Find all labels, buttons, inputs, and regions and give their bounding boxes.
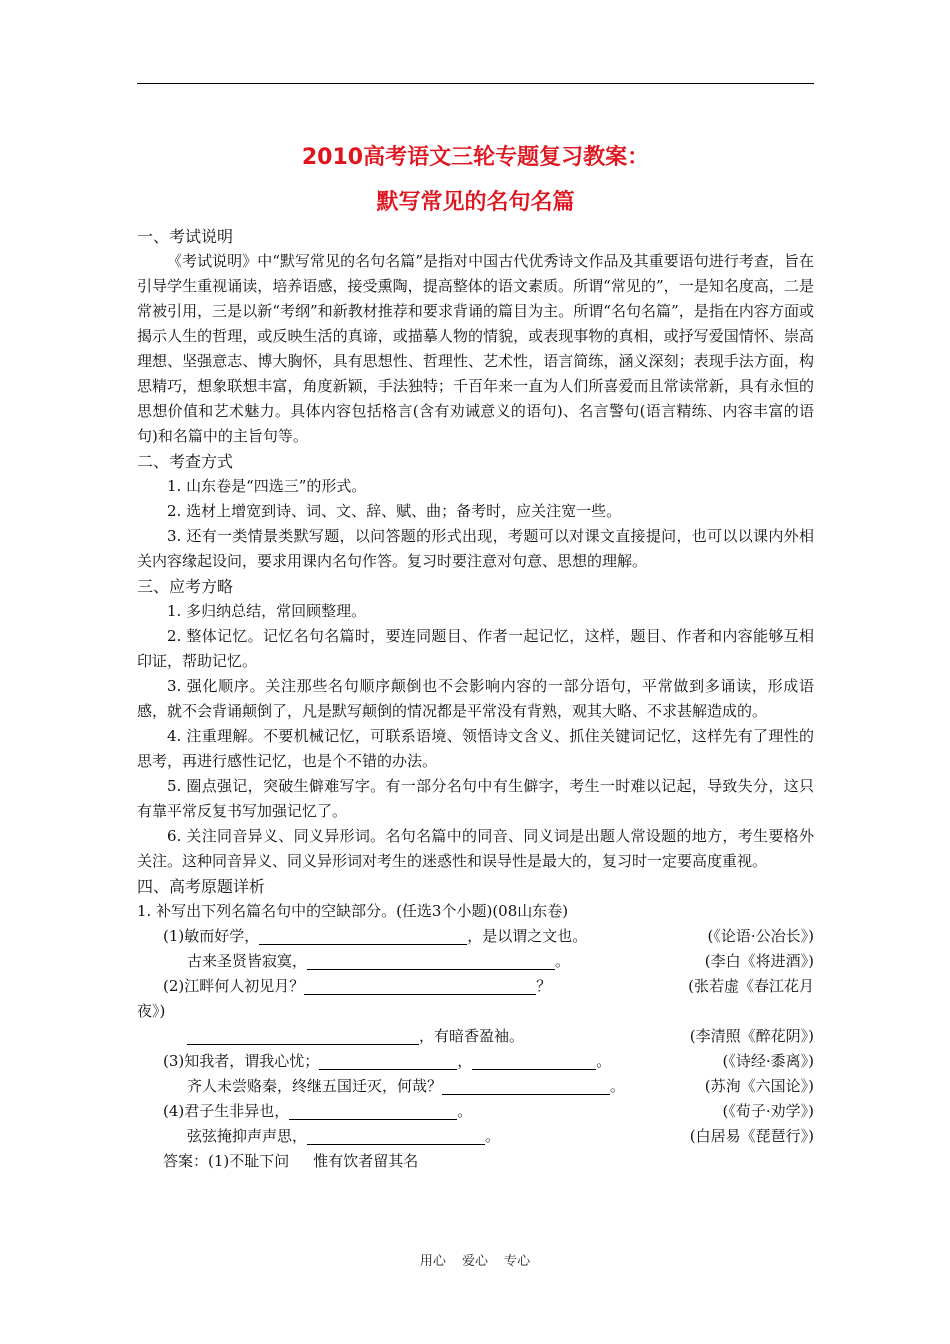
footer-word-2: 爱心 [461, 1254, 488, 1269]
doc-body [137, 224, 814, 1174]
answer-blank[interactable] [187, 1028, 419, 1045]
doc-subtitle: 默写常见的名句名篇 [376, 190, 575, 215]
answer-1: (1)不耻下问 [208, 1152, 290, 1170]
section-2-item-3: 3. 还有一类情景类默写题，以问答题的形式出现，考题可以对课文直接提问，也可以以课内外相关内容缘起设问，要求用课内名句作答。复习时要注意对句意、思想的理解。 [137, 527, 814, 570]
section-3-item-6: 6. 关注同音异义、同义异形词。名句名篇中的同音、同义词是出题人常设题的地方，考生要格外关注。这种同音异义、同义异形词对考生的迷惑性和误导性是最大的，复习时一定要高度重视。 [137, 827, 814, 870]
question-line-3a: (3)知我者，谓我心忧； ， 。 (《诗经·黍离》) [137, 1049, 814, 1074]
answer-blank[interactable] [319, 1053, 457, 1070]
question-line-2a: (2)江畔何人初见月？ ？ (张若虚《春江花月 [137, 974, 814, 999]
question-line-1b: 古来圣贤皆寂寞， 。 (李白《将进酒》) [137, 949, 814, 974]
source-citation: (《荀子·劝学》) [722, 1102, 814, 1120]
answer-blank[interactable] [472, 1053, 596, 1070]
answer-blank[interactable] [259, 928, 467, 945]
source-citation: (苏洵《六国论》) [704, 1077, 814, 1095]
section-2-item-1: 1. 山东卷是“四选三”的形式。 [167, 477, 367, 495]
footer-word-3: 专心 [504, 1254, 531, 1269]
doc-title: 2010高考语文三轮专题复习教案： [301, 145, 650, 170]
section-heading-2: 二、考查方式 [137, 452, 234, 471]
source-citation: (《诗经·黍离》) [722, 1052, 814, 1070]
source-citation: (李白《将进酒》) [704, 952, 814, 970]
page-footer [0, 1250, 950, 1269]
header-rule [137, 83, 814, 84]
section-3-item-2: 2. 整体记忆。记忆名句名篇时，要连同题目、作者一起记忆，这样，题目、作者和内容能够互相印证，帮助记忆。 [137, 627, 814, 670]
section-heading-1: 一、考试说明 [137, 227, 234, 246]
answer-blank[interactable] [307, 1128, 485, 1145]
question-line-2a-cont: 夜》) [137, 1002, 166, 1020]
question-1: 1. 补写出下列名篇名句中的空缺部分。(任选3个小题)(08山东卷) [137, 902, 569, 920]
section-3-item-4: 4. 注重理解。不要机械记忆，可联系语境、领悟诗文含义、抓住关键词记忆，这样先有了理性的思考，再进行感性记忆，也是个不错的办法。 [137, 727, 814, 770]
answer-label: 答案： [163, 1152, 209, 1170]
answer-2: 惟有饮者留其名 [313, 1152, 419, 1170]
source-citation: (李清照《醉花阴》) [689, 1027, 814, 1045]
source-citation: (白居易《琵琶行》) [689, 1127, 814, 1145]
source-citation: (《论语·公冶长》) [707, 927, 814, 945]
question-line-3b: 齐人未尝赂秦，终继五国迁灭，何哉？ 。 (苏洵《六国论》) [137, 1074, 814, 1099]
answer-line [137, 1149, 814, 1174]
answer-blank[interactable] [289, 1103, 457, 1120]
answer-blank[interactable] [442, 1078, 610, 1095]
section-1-paragraph: 《考试说明》中“默写常见的名句名篇”是指对中国古代优秀诗文作品及其重要语句进行考查，旨在引导学生重视诵读，培养语感，接受熏陶，提高整体的语文素质。所谓“常见的”，一是知名度高，二是常被引用，三是以新“考纲”和新教材推荐和要求背诵的篇目为主。所谓“名句名篇”，是指在内容方面或揭示人生的哲理，或反映生活的真谛，或描摹人物的情貌，或表现事物的真相，或抒写爱国情怀、崇高理想、坚强意志、博大胸怀，具有思想性、哲理性、艺术性，语言简练，涵义深刻；表现手法方面，构思精巧，想象联想丰富，角度新颖，手法独特；千百年来一直为人们所喜爱而且常读常新，具有永恒的思想价值和艺术魅力。具体内容包括格言(含有劝诫意义的语句)、名言警句(语言精练、内容丰富的语句)和名篇中的主旨句等。 [137, 252, 814, 445]
answer-blank[interactable] [304, 978, 536, 995]
section-3-item-5: 5. 圈点强记，突破生僻难写字。有一部分名句中有生僻字，考生一时难以记起，导致失分，这只有靠平常反复书写加强记忆了。 [137, 777, 814, 820]
section-2-item-2: 2. 选材上增宽到诗、词、文、辞、赋、曲；备考时，应关注宽一些。 [167, 502, 622, 520]
section-heading-4: 四、高考原题详析 [137, 877, 266, 896]
question-line-1a: (1)敏而好学， ，是以谓之文也。 (《论语·公冶长》) [137, 924, 814, 949]
section-3-item-1: 1. 多归纳总结，常回顾整理。 [167, 602, 367, 620]
question-line-4b: 弦弦掩抑声声思， 。 (白居易《琵琶行》) [137, 1124, 814, 1149]
question-line-2b: ，有暗香盈袖。 (李清照《醉花阴》) [137, 1024, 814, 1049]
section-3-item-3: 3. 强化顺序。关注那些名句顺序颠倒也不会影响内容的一部分语句，平常做到多诵读，形成语感，就不会背诵颠倒了，凡是默写颠倒的情况都是平常没有背熟，观其大略、不求甚解造成的。 [137, 677, 814, 720]
source-citation: (张若虚《春江花月 [688, 977, 814, 995]
question-line-4a: (4)君子生非异也， 。 (《荀子·劝学》) [137, 1099, 814, 1124]
section-heading-3: 三、应考方略 [137, 577, 234, 596]
answer-blank[interactable] [307, 953, 555, 970]
footer-word-1: 用心 [419, 1254, 446, 1269]
